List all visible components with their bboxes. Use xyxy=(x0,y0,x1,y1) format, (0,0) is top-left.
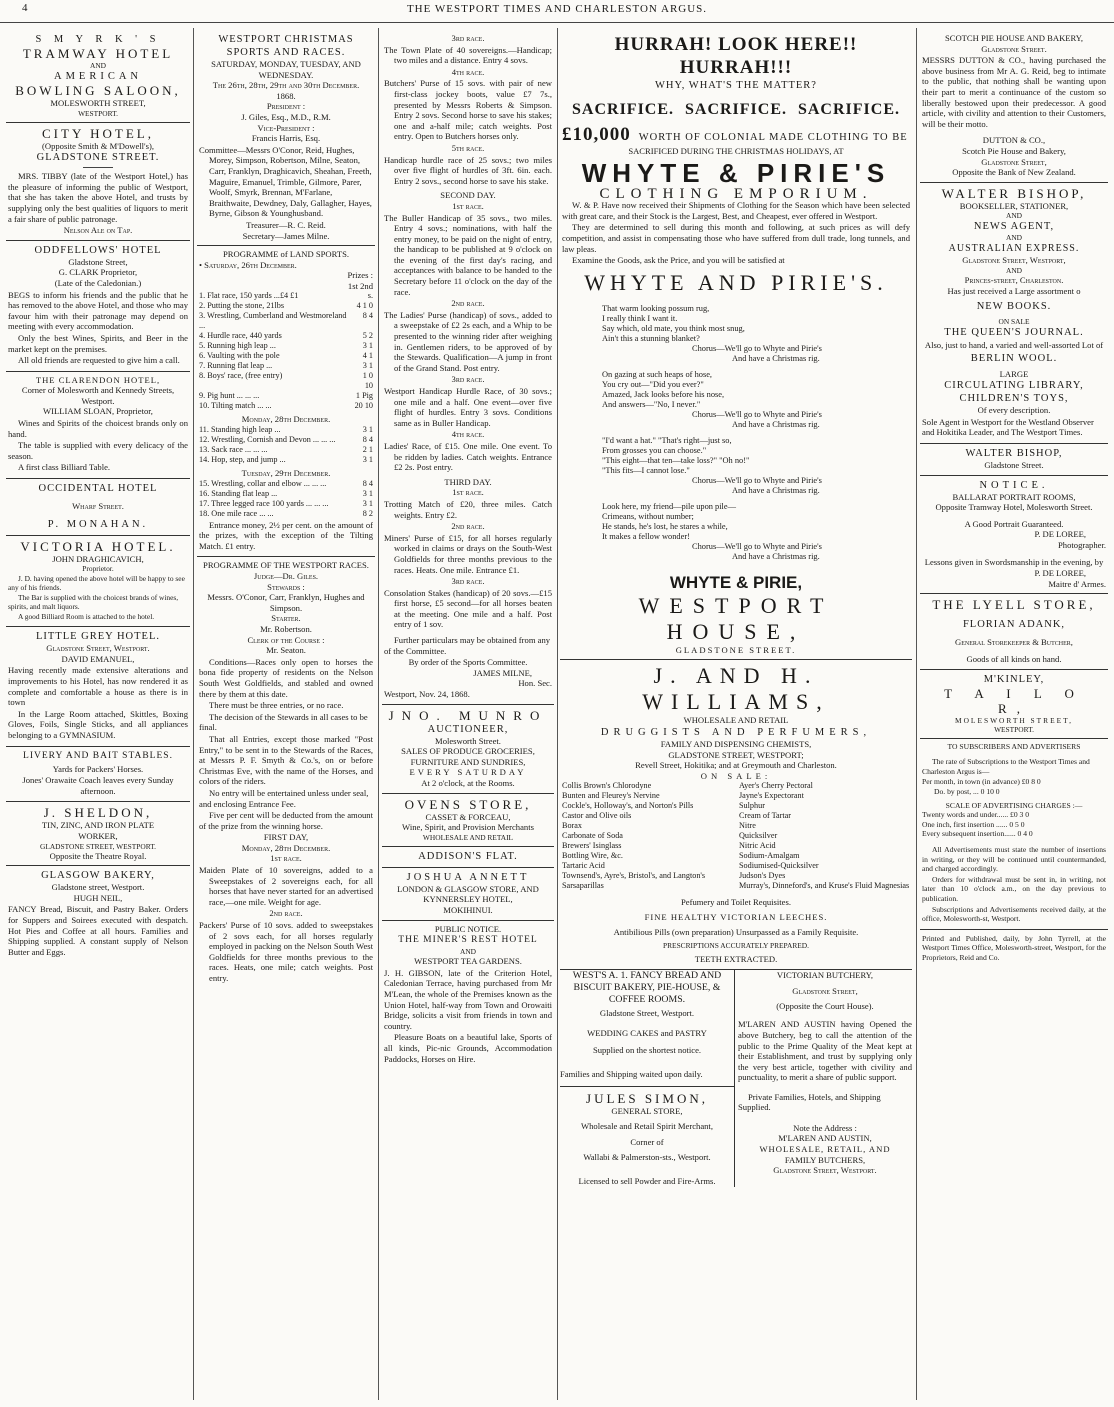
prize-row xyxy=(199,499,373,509)
bottom-split xyxy=(560,970,912,1187)
event-prizes: 3 1 xyxy=(362,425,373,435)
event-name: 15. Wrestling, collar and elbow ... ... ... xyxy=(199,478,327,488)
ad-city-hotel: CITY HOTEL, (Opposite Smith & M'Dowell's), GLADSTONE STREET. MRS. TIBBY (late of the Westport Hotel,) has the pleasure of informing the public of Westport, that she has taken the above Hotel, and trusts by supplying only the best qualities of liquors to merit a fair share of public patronage. Nelson Ale on Tap. xyxy=(6,123,190,241)
prize-table xyxy=(199,291,373,411)
verse-1: That warm looking possum rug, I really think I want it. Say which, old mate, you think most snug, Ain't this a stunning blanket? Chorus—We'll go to Whyte and Pirie's And have a Christmas rig. xyxy=(602,303,822,363)
prize-row xyxy=(199,371,373,391)
ad-mkinley-tailor: M'KINLEY, T A I L O R, MOLESWORTH STREET, WESTPORT. xyxy=(920,670,1108,739)
ad-glasgow-bakery: GLASGOW BAKERY, Gladstone street, Westport. HUGH NEIL, FANCY Bread, Biscuit, and Pastry Baker. Orders for Suppers and Soirees executed with despatch. Hot Pies and Coffee at all hours. Families and Shipping supplied. A constant supply of Nelson Butter and Eggs. xyxy=(8,870,188,957)
prize-table xyxy=(199,425,373,465)
ad-whyte-pirie: HURRAH! LOOK HERE!! HURRAH!!! WHY, WHAT'S THE MATTER? SACRIFICE. SACRIFICE. SACRIFICE. £10,000 WORTH OF COLONIAL MADE CLOTHING TO BE SACRIFICED DURING THE CHRISTMAS HOLIDAYS, AT WHYTE & PIRIE'S CLOTHING EMPORIUM. W. & P. Have now received their Shipments of Clothing for the Season which have been selected with great care, and their Stock is the Largest, Best, and Cheapest, ever offered in Westport. They are determined to sell during this month and following, at such prices as will defy competition, and assist in compensating those who have suffered from dull trade, long tunnels, and law pleas. Examine the Goods, ask the Price, and you will be satisfied at WHYTE AND PIRIE'S. That warm looking possum rug, I really think I want it. Say which, old mate, you think most snug, Ain't this a stunning blanket? Chorus—We'll go to Whyte and Pirie's And have a Christmas rig. On gazing at such heaps of hose, You cry out—"Did you ever?" Amazed, Jack looks before his nose, And answers—"No, I never." Chorus—We'll go to Whyte and Pirie's And have a Christmas rig. "I'd want a hat." "That's right—just so, From grosses you can choose." "This eight—that ten—take loss?" "Oh no!" "This fits—I cannot lose." Chorus—We'll go to Whyte and Pirie's And have a Christmas rig. Look here, my friend—pile upon pile— Crimeans, without number; He stands, he's lost, he stares a while, It makes a fellow wonder! Chorus—We'll go to Whyte and Pirie's And have a Christmas rig. WHYTE & PIRIE, WESTPORT HOUSE, GLADSTONE STREET. xyxy=(560,30,912,660)
ad-ovens-store: OVENS STORE, CASSET & FORCEAU, Wine, Spirit, and Provision Merchants WHOLESALE AND RETAIL xyxy=(382,794,554,847)
ad-occidental-hotel: OCCIDENTAL HOTEL Wharf Street. P. MONAHAN. xyxy=(6,479,190,536)
ad-public-notice: PUBLIC NOTICE. THE MINER'S REST HOTEL AND WESTPORT TEA GARDENS. J. H. GIBSON, late of the Criterion Hotel, Caledonian Terrace, having purchased from Mr M'Lean, the whole of the Premises known as the Union Hotel, half-way from Town and Orowaiti Bridge, solicits a visit from friends in town and country. Pleasure Boats on a beautiful lake, Sports of all kinds, Pic-nic Grounds, Accommodation Paddocks, Horses on Hire. xyxy=(384,923,552,1064)
ad-victoria-hotel: VICTORIA HOTEL. JOHN DRAGHICAVICH, Proprietor. J. D. having opened the above hotel will be happy to see any of his friends. The Bar is supplied with the choicest brands of wines, spirits, and malt liquors. A good Billiard Room is attached to the hotel. xyxy=(6,536,190,628)
verse-3: "I'd want a hat." "That's right—just so, From grosses you can choose." "This eight—that ten—take loss?" "Oh no!" "This fits—I cannot lose." Chorus—We'll go to Whyte and Pirie's And have a Christmas rig. xyxy=(602,435,822,495)
verse-4: Look here, my friend—pile upon pile— Crimeans, without number; He stands, he's lost, he stares a while, It makes a fellow wonder! Chorus—We'll go to Whyte and Pirie's And have a Christmas rig. xyxy=(602,501,822,561)
sale-item: Quicksilver xyxy=(739,831,778,841)
event-prizes: 5 2 xyxy=(362,331,373,341)
sale-item: Bottling Wire, &c. xyxy=(562,851,623,861)
ad-walter-bishop-2: WALTER BISHOP, Gladstone Street. xyxy=(920,444,1108,476)
ad-joshua-annett: JOSHUA ANNETT LONDON & GLASGOW STORE, AND KYNNERSLEY HOTEL, MOKIHINUI. xyxy=(382,868,554,921)
ad-ballarat-portrait: NOTICE. BALLARAT PORTRAIT ROOMS, Opposite Tramway Hotel, Molesworth Street. A Good Portrait Guaranteed. P. DE LOREE, Photographer. Lessons given in Swordsmanship in the evening, by P. DE LOREE, Maitre d' Armes. xyxy=(920,476,1108,595)
event-name: 2. Putting the stone, 21lbs xyxy=(199,301,285,311)
sale-item: Sulphur xyxy=(739,801,765,811)
ad-clarendon-hotel: THE CLARENDON HOTEL, Corner of Molesworth and Kennedy Streets, Westport. WILLIAM SLOAN, Proprietor, Wines and Spirits of the choicest brands only on hand. The table is supplied with every delicacy of the season. A first class Billiard Table. xyxy=(6,372,190,479)
prize-row xyxy=(199,401,373,411)
event-prizes: 4 1 xyxy=(362,351,373,361)
event-prizes: s. xyxy=(367,291,373,301)
ad-little-grey-hotel: LITTLE GREY HOTEL. Gladstone Street, Westport. DAVID EMANUEL, Having recently made extensive alterations and improvements to his Hotel, has now rendered it as complete and comfortable a house as there is in town In the Large Room attached, Skittles, Boxing Gloves, Foils, Single Sticks, and all appliances belonging to a GYMNASIUM. xyxy=(6,627,190,746)
sale-item: Castor and Olive oils xyxy=(562,811,632,821)
land-sports-programme: PROGRAMME of LAND SPORTS. • Saturday, 26th December. Prizes : 1st 2nd 1. Flat race, 150 yards ...£4 £1 s. 2. Putting the stone, 21lbs 4 1 0 3. Wrestling, Cumberland and Westmoreland ... 8 4 4. Hurdle race, 440 yards 5 2 5. Running high leap ... 3 1 6. Vaulting with the pole 4 1 7. Running flat leap ... 3 1 8. Boys' race, (free entry) 1 0 10 9. Pig hunt ... ... ... 1 Pig 10. Tilting match ... ... 20 10 Monday, 28th December. 11. Standing high leap ... 3 1 12. Wrestling, Cornish and Devon ... ... ... 8 4 13. Sack race ... ... ... 2 1 14. Hop, step, and jump ... 3 1 Tuesday, 29th December. 15. Wrestling, collar and elbow ... ... ... 8 4 16. Standing flat leap ... 3 1 17. Three legged race 100 yards ... ... ... 3 1 18. One mile race ... ... 8 2 Entrance money, 2½ per cent. on the amount of the prizes, with the exception of the Tilting Match. £1 entry. xyxy=(197,246,375,557)
sale-item: Collis Brown's Chlorodyne xyxy=(562,781,652,791)
sale-item: Tartaric Acid xyxy=(562,861,605,871)
event-name: 3. Wrestling, Cumberland and Westmoreland ... xyxy=(199,311,347,331)
event-name: 17. Three legged race 100 yards ... ... ... xyxy=(199,498,329,508)
ad-wests-bakery: WEST'S A. 1. FANCY BREAD AND BISCUIT BAKERY, PIE-HOUSE, & COFFEE ROOMS. Gladstone Street, Westport. WEDDING CAKES and PASTRY Supplied on the shortest notice. Families and Shipping waited upon daily. JULES SIMON, GENERAL STORE, Wholesale and Retail Spirit Merchant, Corner of Wallabi & Palmerston-sts., Westport. Licensed to sell Powder and Fire-Arms. xyxy=(560,970,734,1187)
on-sale-list xyxy=(562,781,910,891)
event-name: 10. Tilting match ... ... xyxy=(199,401,272,411)
column-3 xyxy=(382,30,554,1398)
event-name: 5. Running high leap ... xyxy=(199,341,276,351)
sale-item: Bunten and Fleurey's Nervine xyxy=(562,791,660,801)
ad-christmas-sports: WESTPORT CHRISTMAS SPORTS AND RACES. SATURDAY, MONDAY, TUESDAY, AND WEDNESDAY. The 26th, 28th, 29th and 30th December. 1868. President : J. Giles, Esq., M.D., R.M. Vice-President : Francis Harris, Esq. Committee—Messrs O'Conor, Reid, Hughes, Morey, Simpson, Robertson, Milne, Seaton, Carr, Franklyn, Draghicavich, Sheahan, Freeth, Maguire, Emanuel, Trimble, Gilmore, Parer, Woolf, Smyrk, Brennan, M'Farlane, Braithwaite, Dewdney, Daly, Gallagher, Hayes, Byrne, Gibson & Younghusband. Treasurer—R. C. Reid. Secretary—James Milne. xyxy=(197,30,375,246)
event-prizes: 8 4 xyxy=(362,311,373,321)
sale-item: Carbonate of Soda xyxy=(562,831,623,841)
column-rule xyxy=(916,28,917,1400)
event-name: 1. Flat race, 150 yards ...£4 £1 xyxy=(199,291,299,301)
prize-row xyxy=(199,311,373,331)
ad-walter-bishop: WALTER BISHOP, BOOKSELLER, STATIONER, AND NEWS AGENT, AND AUSTRALIAN EXPRESS. Gladstone Street, Westport, AND Princes-street, Charleston. Has just received a Large assortment o NEW BOOKS. ON SALE THE QUEEN'S JOURNAL. Also, just to hand, a varied and well-assorted Lot of BERLIN WOOL. LARGE CIRCULATING LIBRARY, CHILDREN'S TOYS, Of every description. Sole Agent in Westport for the Westland Observer and Hokitika Leader, and The Westport Times. xyxy=(920,183,1108,444)
newspaper-title: THE WESTPORT TIMES AND CHARLESTON ARGUS. xyxy=(406,3,708,15)
sale-item: Cockle's, Holloway's, and Norton's Pills xyxy=(562,801,694,811)
event-prizes: 8 4 xyxy=(362,478,373,488)
event-prizes: 4 1 0 xyxy=(356,301,373,311)
sale-item: Brewers' Isinglass xyxy=(562,841,622,851)
column-1 xyxy=(6,30,190,1398)
column-rule xyxy=(378,28,379,1400)
subscribers-notice: TO SUBSCRIBERS AND ADVERTISERS The rate of Subscriptions to the Westport Times and Charleston Argus is— Per month, in town (in advance) £0 8 0 Do. by post, ... 0 10 0 SCALE OF ADVERTISING CHARGES :— Twenty words and under...... £0 3 0 One inch, first insertion ...... 0 5 0 Every subsequent insertion...... 0 4 0 All Advertisements must state the number of insertions in writing, or they will be continued until countermanded, and charged accordingly. Orders for withdrawal must be sent in, in writing, not later than 10 o'clock a.m., on the day previous to publication. Subscriptions and Advertisements received daily, at the office, Molesworth-st, Westport. xyxy=(920,739,1108,930)
column-2 xyxy=(197,30,375,1398)
column-rule xyxy=(193,28,194,1400)
event-prizes: 20 10 xyxy=(354,401,373,411)
ad-munro-auctioneer: JNO. MUNRO AUCTIONEER, Molesworth Street. SALES OF PRODUCE GROCERIES, FURNITURE AND SUNDRIES, EVERY SATURDAY At 2 o'clock, at the Rooms. xyxy=(382,705,554,794)
sale-item: Murray's, Dinneford's, and Kruse's Fluid Magnesias xyxy=(739,881,910,891)
masthead xyxy=(0,0,1114,23)
imprint: Printed and Published, daily, by John Tyrrell, at the Westport Times Office, Molesworth-street, Westport, for the Proprietors, Reid and Co. xyxy=(922,933,1106,962)
sale-item: Borax xyxy=(562,821,583,831)
event-name: 13. Sack race ... ... ... xyxy=(199,445,268,455)
races-programme: PROGRAMME OF THE WESTPORT RACES. Judge—Dr. Giles. Stewards : Messrs. O'Conor, Carr, Franklyn, Hughes and Simpson. Starter. Mr. Robertson. Clerk of the Course : Mr. Seaton. Conditions—Races only open to horses the bona fide property of residents on the Nelson South West Goldfields, and stabled and owned there by them at this date. There must be three entries, or no race. The decision of the Stewards in all cases to be final. That all Entries, except those marked "Post Entry," to be sent in to the Stewards of the Races, at Messrs P. F. Smyth & Co.'s, on or before Christmas Eve, with the name of the Horses, and colors of the riders. No entry will be entertained unless under seal, and enclosing Entrance Fee. Five per cent will be deducted from the amount of the prize from the winning horse. FIRST DAY, Monday, 28th December. 1st race. Maiden Plate of 10 sovereigns, added to a Sweepstakes of 2 sovereigns each, for all horses that have never started for an advertised race,—one mile. Weight for age. 2nd race. Packers' Purse of 10 sovs. added to sweepstakes of 2 sovs each, for all horses regularly employed in packing on the Nelson South West Goldfields for three months previous to the races. Heats, one mile; catch weights. Post entry. xyxy=(199,560,373,983)
ad-livery-stables: LIVERY AND BAIT STABLES. Yards for Packers' Horses. Jones' Orawaite Coach leaves every Sunday afternoon. xyxy=(6,747,190,803)
event-prizes: 3 1 xyxy=(362,498,373,508)
sale-item: Jayne's Expectorant xyxy=(739,791,804,801)
sale-item: Cream of Tartar xyxy=(739,811,792,821)
prize-row xyxy=(199,425,373,435)
sale-item: Sodiumised-Quicksilver xyxy=(739,861,819,871)
column-5 xyxy=(920,30,1108,1398)
event-prizes: 1 0 10 xyxy=(362,371,373,391)
sale-item: Sodium-Amalgam xyxy=(739,851,800,861)
event-prizes: 3 1 xyxy=(362,488,373,498)
event-prizes: 8 2 xyxy=(362,508,373,518)
prize-row xyxy=(199,291,373,301)
event-prizes: 3 1 xyxy=(362,361,373,371)
prize-row xyxy=(199,301,373,311)
page-number: 4 xyxy=(22,2,28,14)
event-name: 14. Hop, step, and jump ... xyxy=(199,455,286,465)
ad-smyrk: S M Y R K ' S TRAMWAY HOTEL AND AMERICAN BOWLING SALOON, MOLESWORTH STREET, WESTPORT. xyxy=(6,30,190,123)
sale-item: Ayer's Cherry Pectoral xyxy=(739,781,813,791)
event-name: 9. Pig hunt ... ... ... xyxy=(199,391,260,401)
event-name: 7. Running flat leap ... xyxy=(199,361,273,371)
prize-row xyxy=(199,509,373,519)
sale-item: Nitre xyxy=(739,821,756,831)
ad-williams-druggists: J. AND H. WILLIAMS, WHOLESALE AND RETAIL DRUGGISTS AND PERFUMERS, FAMILY AND DISPENSING CHEMISTS, GLADSTONE STREET, WESTPORT; Revell Street, Hokitika; and at Greymouth and Charleston. ON SALE: Collis Brown's Chlorodyne Bunten and Fleurey's Nervine Cockle's, Holloway's, and Norton's Pills Castor and Olive oils Borax Carbonate of Soda Brewers' Isinglass Bottling Wire, &c. Tartaric Acid Townsend's, Ayre's, Bristol's, and Langton's Sarsaparillas Ayer's Cherry Pectoral Jayne's Expectorant Sulphur Cream of Tartar Nitre Quicksilver Nitric Acid Sodium-Amalgam Sodiumised-Quicksilver Judson's Dyes Murray's, Dinneford's, and Kruse's Fluid Magnesias Pefumery and Toilet Requisites. FINE HEALTHY VICTORIAN LEECHES. Antibilious Pills (own preparation) Unsurpassed as a Family Requisite. PRESCRIPTIONS ACCURATELY PREPARED. TEETH EXTRACTED. xyxy=(560,660,912,969)
sale-item: Townsend's, Ayre's, Bristol's, and Langton's Sarsaparillas xyxy=(562,871,706,891)
ad-lyell-store: THE LYELL STORE, FLORIAN ADANK, General Storekeeper & Butcher, Goods of all kinds on hand. xyxy=(920,594,1108,669)
event-prizes: 3 1 xyxy=(362,341,373,351)
verse-2: On gazing at such heaps of hose, You cry out—"Did you ever?" Amazed, Jack looks before his nose, And answers—"No, I never." Chorus—We'll go to Whyte and Pirie's And have a Christmas rig. xyxy=(602,369,822,429)
races-continued: 3rd race. The Town Plate of 40 sovereigns.—Handicap; two miles and a distance. Entry 4 sovs. 4th race. Butchers' Purse of 15 sovs. with pair of new first-class jockey boots, value £7 7s., presented by Messrs Roberts & Simpson. Entry 2 sovs. Second horse to save his stakes; one and a-half mile; catch weights. Post entry. Open to Butchers horses only. 5th race. Handicap hurdle race of 25 sovs.; two miles over five flight of hurdles of 3ft. 6in. each. Entry 2 sovs., second horse to save his stake. SECOND DAY. 1st race. The Buller Handicap of 35 sovs., two miles. Entry 4 sovs.; nominations, with half the entry money, to be paid on the night of entry, the handicap to be published at 9 o'clock on the evening of the first day's racing, and acceptances with balance to be handed to the Secretary before 11 o'clock on the day of the race. 2nd race. The Ladies' Purse (handicap) of sovs., added to a sweepstake of £2 2s each, and a Whip to be presented to the winning rider after weighing in. Gentlemen riders, to be approved of by the Stewards. Qualification—A jump in front of the Grand Stand. Post entry. 3rd race. Westport Handicap Hurdle Race, of 30 sovs.; one mile and a half. One event—over five flight of hurdles. Entry 3 sovs. Conditions same as in Buller Handicap. 4th race. Ladies' Race, of £15. One mile. One event. To be ridden by ladies. Catch weights. Entrance £2 2s. Post entry. THIRD DAY. 1st race. Trotting Match of £20, three miles. Catch weights. Entry £2. 2nd race. Miners' Purse of £15, for all horses regularly worked in claims or drays on the South-West Goldfields for three months previous to the races. Heats. One mile. Entrance £1. 3rd race. Consolation Stakes (handicap) of 20 sovs.—£15 first horse, £5 second—for all horses beaten at the meeting. One mile and a half. Post entry of 1 sov. Further particulars may be obtained from any of the Committee. By order of the Sports Committee. JAMES MILNE, Hon. Sec. Westport, Nov. 24, 1868. xyxy=(382,30,554,705)
prize-row xyxy=(199,455,373,465)
event-prizes: 2 1 xyxy=(362,445,373,455)
sale-item: Judson's Dyes xyxy=(739,871,786,881)
event-name: 16. Standing flat leap ... xyxy=(199,488,278,498)
prize-row xyxy=(199,351,373,361)
prize-row xyxy=(199,361,373,371)
sale-item: Nitric Acid xyxy=(739,841,776,851)
event-name: 6. Vaulting with the pole xyxy=(199,351,280,361)
prize-row xyxy=(199,445,373,455)
prize-row xyxy=(199,479,373,489)
event-name: 18. One mile race ... ... xyxy=(199,508,274,518)
column-4 xyxy=(560,30,912,1398)
prize-row xyxy=(199,341,373,351)
event-name: 12. Wrestling, Cornish and Devon ... ... ... xyxy=(199,435,336,445)
prize-table xyxy=(199,479,373,519)
ad-victorian-butchery: VICTORIAN BUTCHERY, Gladstone Street, (Opposite the Court House). M'LAREN AND AUSTIN having Opened the above Butchery, beg to call the attention of the public to the Prime Quality of the Meat kept at their Establishment, and trust by supplying only the very best article, together with civility and punctuality, to merit a share of public support. Private Families, Hotels, and Shipping Supplied. Note the Address : M'LAREN AND AUSTIN, WHOLESALE, RETAIL, AND FAMILY BUTCHERS, Gladstone Street, Westport. xyxy=(734,970,912,1187)
event-name: 4. Hurdle race, 440 yards xyxy=(199,331,282,341)
prize-row xyxy=(199,435,373,445)
prize-row xyxy=(199,391,373,401)
event-prizes: 8 4 xyxy=(362,435,373,445)
event-name: 8. Boys' race, (free entry) xyxy=(199,371,283,381)
ad-oddfellows-hotel: ODDFELLOWS' HOTEL Gladstone Street, G. CLARK Proprietor, (Late of the Caledonian.) BEGS to inform his friends and the public that he has removed to the above Hotel, and those who may favour him with their patronage may depend on meeting with every accommodation. Only the best Wines, Spirits, and Beer in the market kept on the premises. All old friends are requested to give him a call. xyxy=(6,241,190,372)
column-rule xyxy=(557,28,558,1400)
ad-addisons-flat: ADDISON'S FLAT. xyxy=(382,847,554,868)
prize-row xyxy=(199,489,373,499)
event-prizes: 3 1 xyxy=(362,455,373,465)
sacrifice-row: SACRIFICE. SACRIFICE. SACRIFICE. xyxy=(572,101,900,118)
event-name: 11. Standing high leap ... xyxy=(199,425,281,435)
ad-jules-simon: JULES SIMON, GENERAL STORE, Wholesale and Retail Spirit Merchant, Corner of Wallabi & Palmerston-sts., Westport. Licensed to sell Powder and Fire-Arms. xyxy=(560,1086,734,1187)
prize-row xyxy=(199,331,373,341)
ad-sheldon: J. SHELDON, TIN, ZINC, AND IRON PLATE WORKER, GLADSTONE STREET, WESTPORT. Opposite the Theatre Royal. xyxy=(6,802,190,866)
ad-scotch-pie-house: SCOTCH PIE HOUSE AND BAKERY, Gladstone Street. MESSRS DUTTON & CO., having purchased the above business from Mr A. G. Reid, beg to intimate to the public, that nothing shall be wanting upon their part to merit a continuance of the custom so liberally bestowed upon their predecessor. A good article, with civility and attention to their Customers, will be their motto. DUTTON & CO., Scotch Pie House and Bakery, Gladstone Street, Opposite the Bank of New Zealand. xyxy=(920,30,1108,183)
event-prizes: 1 Pig xyxy=(355,391,373,401)
